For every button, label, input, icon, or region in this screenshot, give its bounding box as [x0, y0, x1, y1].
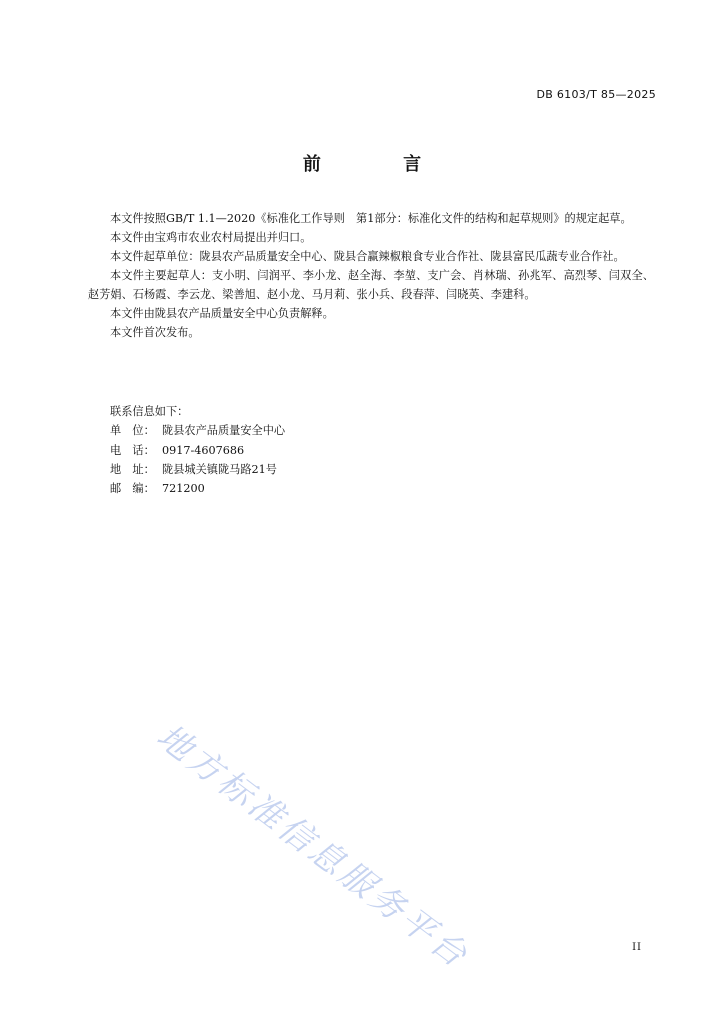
contact-info — [110, 402, 285, 498]
paragraph-proposer: 本文件由宝鸡市农业农村局提出并归口。 — [110, 231, 312, 244]
paragraph-drafters: 本文件主要起草人：支小明、闫润平、李小龙、赵全海、李堃、支广会、肖林瑞、孙兆军、高烈琴、闫双全、赵芳娟、石杨霞、李云龙、梁善旭、赵小龙、马月莉、张小兵、段春萍、闫晓英、李建科。 — [88, 269, 654, 301]
paragraph-first-release: 本文件首次发布。 — [110, 326, 200, 339]
contact-row-postcode — [110, 479, 285, 498]
contact-value: 陇县城关镇陇马路21号 — [162, 462, 277, 476]
contact-label: 地 址： — [110, 462, 155, 476]
contact-label: 电 话： — [110, 443, 155, 457]
contact-label: 邮 编： — [110, 482, 155, 496]
paragraph-drafting-rules: 本文件按照GB/T 1.1—2020《标准化工作导则 第1部分：标准化文件的结构和起草规则》的规定起草。 — [110, 212, 632, 225]
paragraph-drafting-units: 本文件起草单位：陇县农产品质量安全中心、陇县合赢辣椒粮食专业合作社、陇县富民瓜蔬专业合作社。 — [110, 250, 625, 263]
page-title: 前 言 — [302, 154, 460, 175]
paragraph-interpretation: 本文件由陇县农产品质量安全中心负责解释。 — [110, 307, 334, 320]
contact-row-unit — [110, 421, 285, 440]
document-number: DB 6103/T 85—2025 — [536, 88, 656, 101]
contact-value: 721200 — [162, 482, 205, 496]
contact-label: 单 位： — [110, 424, 155, 438]
contact-value: 陇县农产品质量安全中心 — [162, 424, 286, 438]
contact-heading: 联系信息如下： — [110, 405, 189, 418]
foreword-body — [88, 209, 654, 342]
contact-value: 0917-4607686 — [162, 443, 245, 457]
contact-row-address — [110, 460, 285, 479]
watermark: 地方标准信息服务平台 — [149, 716, 477, 978]
page-number: II — [632, 942, 642, 953]
contact-row-phone — [110, 441, 285, 460]
